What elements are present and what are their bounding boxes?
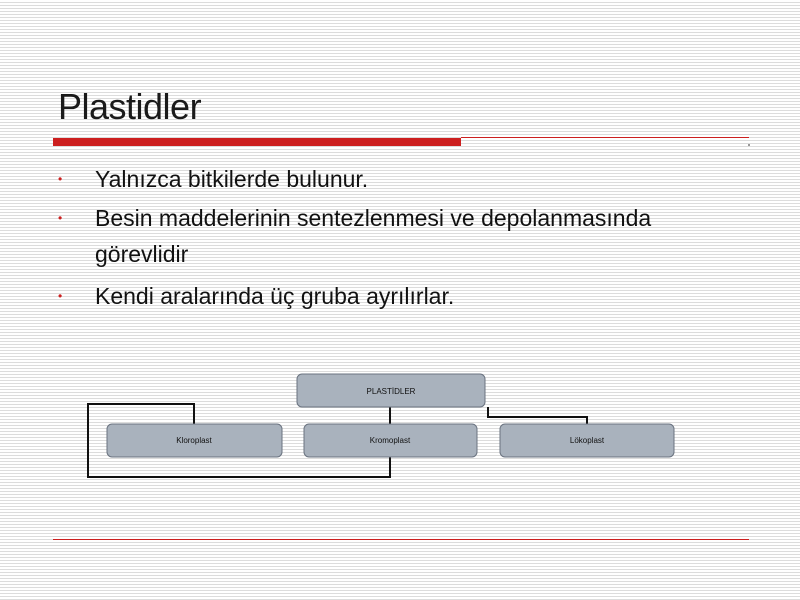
footer-rule — [53, 539, 749, 540]
bullet-text-3: Kendi aralarında üç gruba ayrılırlar. — [95, 283, 455, 309]
diagram-node-kloroplast — [107, 424, 282, 457]
node-lokoplast-label: Lökoplast — [569, 436, 605, 445]
bullet-marker-2: • — [58, 211, 63, 225]
node-kloroplast-label: Kloroplast — [176, 436, 212, 445]
slide-title: Plastidler — [58, 86, 202, 127]
bullet-text-2-continuation: görevlidir — [95, 241, 189, 267]
bullet-marker-3: • — [58, 289, 63, 303]
diagram-node-lokoplast — [500, 424, 674, 457]
node-root-label: PLASTİDLER — [366, 387, 416, 396]
diagram-node-kromoplast — [304, 424, 477, 457]
bullet-text-1: Yalnızca bitkilerde bulunur. — [95, 166, 369, 192]
diagram-node-root — [297, 374, 485, 407]
node-kromoplast-label: Kromoplast — [369, 436, 411, 445]
bullet-text-2: Besin maddelerinin sentezlenmesi ve depolanmasında — [95, 205, 652, 231]
bullet-marker-1: • — [58, 172, 63, 186]
connector-root-lokoplast — [488, 407, 587, 424]
